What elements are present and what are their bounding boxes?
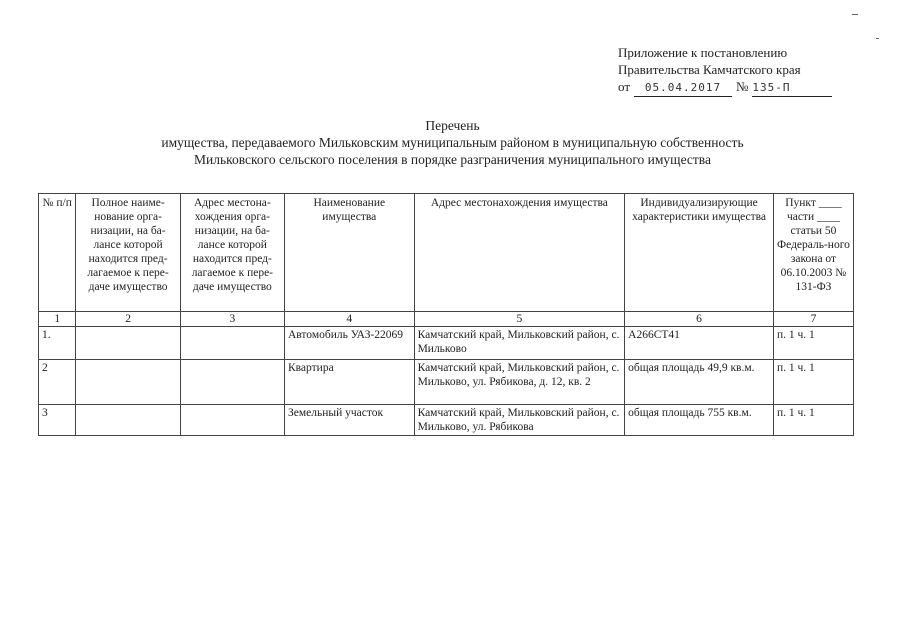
- header-cell: Полное наиме-нование орга-низации, на ба-лансе которой находится пред-лагаемое к пере-даче имущество: [76, 194, 180, 312]
- row-number: 2: [39, 360, 76, 405]
- document-title: [0, 117, 905, 168]
- column-number: 6: [625, 312, 774, 327]
- clause-cell: п. 1 ч. 1: [773, 405, 853, 436]
- header-cell: Адрес местонахождения имущества: [414, 194, 625, 312]
- header-cell: Пункт ____ части ____ статьи 50 Федераль-ного закона от 06.10.2003 № 131-ФЗ: [773, 194, 853, 312]
- org-address-cell: [180, 405, 284, 436]
- property-name-cell: Автомобиль УАЗ-22069: [284, 327, 414, 360]
- org-address-cell: [180, 360, 284, 405]
- column-number: 7: [773, 312, 853, 327]
- property-address-cell: Камчатский край, Мильковский район, с. Мильково, ул. Рябикова, д. 12, кв. 2: [414, 360, 625, 405]
- title-heading: Перечень: [425, 118, 480, 133]
- scan-mark: [876, 38, 879, 39]
- clause-cell: п. 1 ч. 1: [773, 360, 853, 405]
- column-number-row: [39, 312, 854, 327]
- org-address-cell: [180, 327, 284, 360]
- property-address-cell: Камчатский край, Мильковский район, с. Мильково: [414, 327, 625, 360]
- characteristics-cell: общая площадь 755 кв.м.: [625, 405, 774, 436]
- resolution-date: 05.04.2017: [634, 79, 732, 97]
- appendix-line-3: [618, 78, 832, 97]
- title-line-2: Мильковского сельского поселения в порядке разграничения муниципального имущества: [194, 152, 711, 167]
- appendix-line-2: Правительства Камчатского края: [618, 62, 801, 77]
- characteristics-cell: А266СТ41: [625, 327, 774, 360]
- column-number: 5: [414, 312, 625, 327]
- table-header-row: [39, 194, 854, 312]
- property-table: [38, 193, 854, 436]
- resolution-number: 135-П: [752, 79, 832, 97]
- header-cell: Индивидуализирующие характеристики имущества: [625, 194, 774, 312]
- title-line-1: имущества, передаваемого Мильковским муниципальным районом в муниципальную собственность: [161, 135, 744, 150]
- column-number: 3: [180, 312, 284, 327]
- header-cell: Наименование имущества: [284, 194, 414, 312]
- org-name-cell: [76, 360, 180, 405]
- property-address-cell: Камчатский край, Мильковский район, с. Мильково, ул. Рябикова: [414, 405, 625, 436]
- number-label: №: [736, 79, 749, 94]
- column-number: 4: [284, 312, 414, 327]
- table-row: [39, 360, 854, 405]
- appendix-header: [618, 44, 832, 97]
- scan-mark: [852, 14, 858, 15]
- table-row: [39, 327, 854, 360]
- org-name-cell: [76, 405, 180, 436]
- org-name-cell: [76, 327, 180, 360]
- property-name-cell: Земельный участок: [284, 405, 414, 436]
- header-cell: № п/п: [39, 194, 76, 312]
- column-number: 1: [39, 312, 76, 327]
- characteristics-cell: общая площадь 49,9 кв.м.: [625, 360, 774, 405]
- row-number: 1.: [39, 327, 76, 360]
- header-cell: Адрес местона-хождения орга-низации, на ба-лансе которой находится пред-лагаемое к пере-даче имущество: [180, 194, 284, 312]
- row-number: 3: [39, 405, 76, 436]
- property-name-cell: Квартира: [284, 360, 414, 405]
- table-row: [39, 405, 854, 436]
- column-number: 2: [76, 312, 180, 327]
- appendix-line-1: Приложение к постановлению: [618, 45, 788, 60]
- from-label: от: [618, 79, 631, 94]
- clause-cell: п. 1 ч. 1: [773, 327, 853, 360]
